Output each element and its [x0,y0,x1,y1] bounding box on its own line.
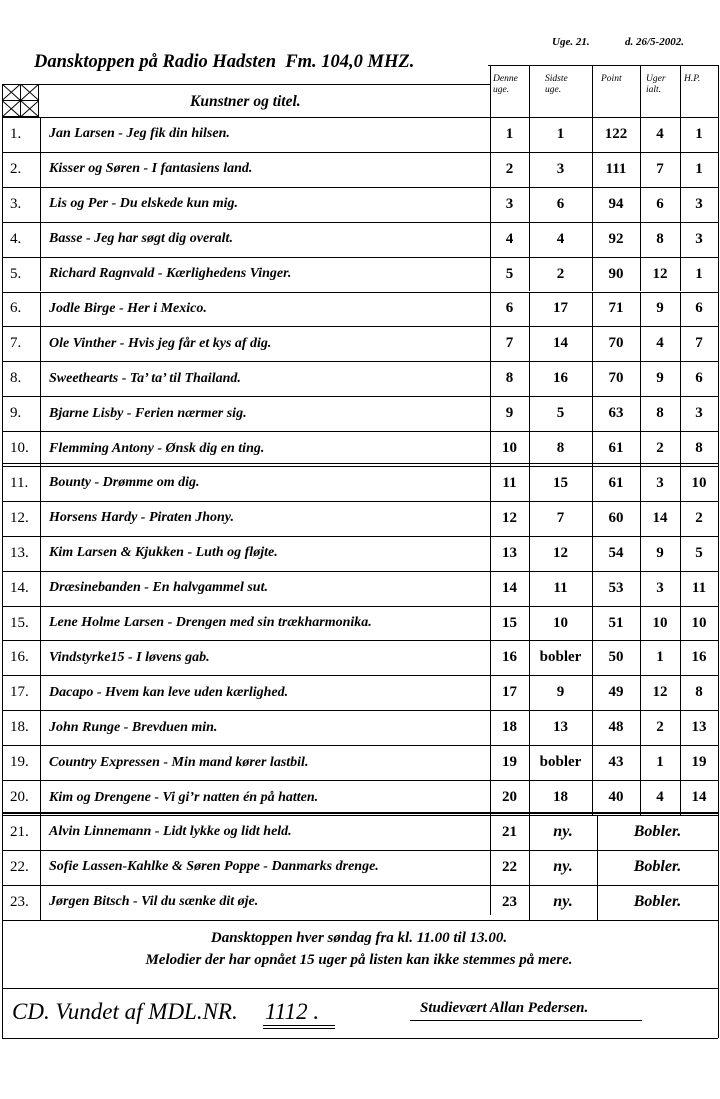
row-this-week: 23 [502,893,517,910]
row-weeks: 9 [656,370,664,387]
row-hp: 11 [691,579,707,596]
row-bubbler-status: Bobler. [633,823,682,841]
row-rank: 8. [10,370,22,387]
row-weeks: 3 [656,474,664,491]
row-hp: 3 [695,230,703,247]
row-rank: 21. [10,823,29,840]
row-weeks: 8 [656,230,664,247]
row-song: Sofie Lassen-Kahlke & Søren Poppe - Danmarks drenge. [49,859,379,875]
row-song: Lis og Per - Du elskede kun mig. [49,196,238,212]
row-this-week: 6 [505,300,514,317]
row-this-week: 18 [502,719,517,736]
row-hp: 1 [695,160,703,177]
row-song: Jodle Birge - Her i Mexico. [49,300,207,316]
studio-host: Studievært Allan Pedersen. [420,1000,589,1016]
row-last-week: 15 [553,474,568,491]
row-this-week: 12 [502,509,517,526]
row-weeks: 12 [652,265,668,282]
row-rank: 2. [10,160,22,177]
col-last-week-header: Sidste uge. [545,74,568,95]
row-last-week: 7 [556,509,565,526]
row-weeks: 7 [656,160,664,177]
row-rank: 15. [10,614,29,631]
row-rank: 23. [10,893,29,910]
row-this-week: 14 [502,579,517,596]
row-this-week: 4 [505,230,514,247]
row-hp: 6 [695,300,703,317]
row-points: 70 [608,370,624,387]
row-new-badge: ny. [553,823,573,841]
row-song: Kim Larsen & Kjukken - Luth og fløjte. [49,545,278,561]
row-new-badge: ny. [553,893,573,911]
row-rank: 20. [10,789,29,806]
row-hp: 14 [691,789,707,806]
row-this-week: 21 [502,823,517,840]
row-last-week: 10 [553,614,568,631]
row-rank: 14. [10,579,29,596]
row-last-week: 18 [553,789,568,806]
row-song: Jan Larsen - Jeg fik din hilsen. [49,126,230,142]
row-song: Jørgen Bitsch - Vil du sænke dit øje. [49,894,259,910]
row-rank: 16. [10,649,29,666]
row-this-week: 15 [502,614,517,631]
row-song: Country Expressen - Min mand kører lastbil. [49,754,309,770]
row-points: 61 [608,474,624,491]
row-hp: 19 [691,754,707,771]
row-weeks: 6 [656,195,664,212]
row-points: 63 [608,405,624,422]
row-last-week: 2 [556,265,565,282]
row-points: 54 [608,544,624,561]
row-song: Dræsinebanden - En halvgammel sut. [49,580,268,596]
col-points-header: Point [601,74,622,84]
row-weeks: 8 [656,405,664,422]
row-points: 94 [608,195,624,212]
row-hp: 10 [691,474,707,491]
row-weeks: 12 [652,684,668,701]
row-hp: 1 [695,125,703,142]
row-this-week: 17 [502,684,517,701]
row-song: Vindstyrke15 - I løvens gab. [49,649,210,665]
row-song: Kim og Drengene - Vi gi’r natten én på hatten. [49,789,319,805]
row-points: 92 [608,230,624,247]
row-weeks: 14 [652,509,668,526]
row-last-week: 8 [556,440,565,457]
row-hp: 10 [691,614,707,631]
row-points: 70 [608,335,624,352]
row-song: Lene Holme Larsen - Drengen med sin trækharmonika. [49,615,372,631]
row-points: 48 [608,719,624,736]
row-rank: 4. [10,230,22,247]
row-hp: 1 [695,265,703,282]
page-title: Dansktoppen på Radio Hadsten Fm. 104,0 MHZ. [34,52,415,72]
row-rank: 3. [10,195,22,212]
row-song: Kisser og Søren - I fantasiens land. [49,161,253,177]
row-points: 50 [608,649,624,666]
row-this-week: 16 [502,649,517,666]
row-weeks: 1 [656,754,664,771]
row-last-week: 5 [556,405,565,422]
row-hp: 3 [695,405,703,422]
row-last-week: 13 [553,719,568,736]
row-points: 43 [608,754,624,771]
row-weeks: 4 [656,789,664,806]
row-this-week: 7 [505,335,514,352]
row-this-week: 20 [502,789,517,806]
row-weeks: 2 [656,440,664,457]
crossed-box-icon [2,84,39,117]
row-this-week: 11 [502,474,517,491]
row-last-week: bobler [539,754,582,771]
row-rank: 1. [10,125,22,142]
row-this-week: 9 [505,405,514,422]
row-song: Flemming Antony - Ønsk dig en ting. [49,440,265,456]
row-weeks: 4 [656,125,664,142]
row-song: Ole Vinther - Hvis jeg får et kys af dig. [49,335,272,351]
row-weeks: 2 [656,719,664,736]
row-this-week: 2 [505,160,514,177]
row-points: 49 [608,684,624,701]
row-bubbler-status: Bobler. [633,893,682,911]
row-points: 61 [608,440,624,457]
row-last-week: 4 [556,230,565,247]
artist-title-header: Kunstner og titel. [190,93,301,110]
row-weeks: 9 [656,300,664,317]
row-hp: 8 [695,440,703,457]
col-this-week-header: Denne uge. [493,74,518,95]
row-weeks: 1 [656,649,664,666]
row-rank: 12. [10,509,29,526]
row-this-week: 3 [505,195,514,212]
row-this-week: 10 [502,440,517,457]
row-weeks: 9 [656,544,664,561]
row-last-week: 11 [553,579,568,596]
row-last-week: 1 [556,125,565,142]
row-points: 111 [605,160,627,177]
row-song: Bjarne Lisby - Ferien nærmer sig. [49,405,247,421]
row-rank: 13. [10,544,29,561]
row-rank: 7. [10,335,22,352]
row-rank: 11. [10,474,29,491]
row-song: Bounty - Drømme om dig. [49,475,200,491]
row-rank: 10. [10,440,29,457]
row-points: 122 [604,125,628,142]
row-rank: 6. [10,300,22,317]
row-rank: 5. [10,265,22,282]
date-label: d. 26/5-2002. [625,36,684,48]
row-hp: 8 [695,684,703,701]
row-new-badge: ny. [553,858,573,876]
cd-winner-label: CD. Vundet af MDL.NR. [12,999,238,1024]
row-bubbler-status: Bobler. [633,858,682,876]
row-weeks: 3 [656,579,664,596]
row-points: 90 [608,265,624,282]
row-points: 51 [608,614,624,631]
row-last-week: 9 [556,684,565,701]
row-last-week: 17 [553,300,568,317]
row-rank: 9. [10,405,22,422]
row-weeks: 4 [656,335,664,352]
row-this-week: 8 [505,370,514,387]
row-song: Basse - Jeg har søgt dig overalt. [49,231,233,247]
week-label: Uge. 21. [552,36,590,48]
row-song: Horsens Hardy - Piraten Jhony. [49,510,234,526]
row-points: 60 [608,509,624,526]
col-hp-header: H.P. [684,74,701,84]
row-hp: 7 [695,335,703,352]
row-this-week: 22 [502,858,517,875]
row-rank: 18. [10,719,29,736]
row-song: Dacapo - Hvem kan leve uden kærlighed. [49,684,289,700]
row-points: 40 [608,789,624,806]
row-this-week: 13 [502,544,517,561]
footer-line-1: Dansktoppen hver søndag fra kl. 11.00 til 13.00. [210,930,508,946]
row-song: John Runge - Brevduen min. [49,719,218,735]
row-hp: 5 [695,544,703,561]
row-hp: 2 [695,509,703,526]
row-last-week: 6 [556,195,565,212]
row-this-week: 19 [502,754,517,771]
row-rank: 19. [10,754,29,771]
row-last-week: 16 [553,370,568,387]
row-points: 71 [608,300,624,317]
row-hp: 16 [691,649,707,666]
row-weeks: 10 [652,614,668,631]
row-hp: 6 [695,370,703,387]
row-rank: 17. [10,684,29,701]
row-last-week: bobler [539,649,582,666]
col-weeks-header: Uger ialt. [646,74,666,95]
row-hp: 3 [695,195,703,212]
row-last-week: 14 [553,335,568,352]
row-points: 53 [608,579,624,596]
row-hp: 13 [691,719,707,736]
cd-winner-number: 1112 . [265,999,320,1024]
row-song: Richard Ragnvald - Kærlighedens Vinger. [49,266,292,282]
row-this-week: 1 [505,125,514,142]
row-song: Sweethearts - Ta’ ta’ til Thailand. [49,370,241,386]
row-song: Alvin Linnemann - Lidt lykke og lidt held. [49,824,292,840]
row-rank: 22. [10,858,29,875]
row-last-week: 3 [556,160,565,177]
row-last-week: 12 [553,544,568,561]
footer-line-2: Melodier der har opnået 15 uger på listen kan ikke stemmes på mere. [145,952,573,968]
row-this-week: 5 [505,265,514,282]
